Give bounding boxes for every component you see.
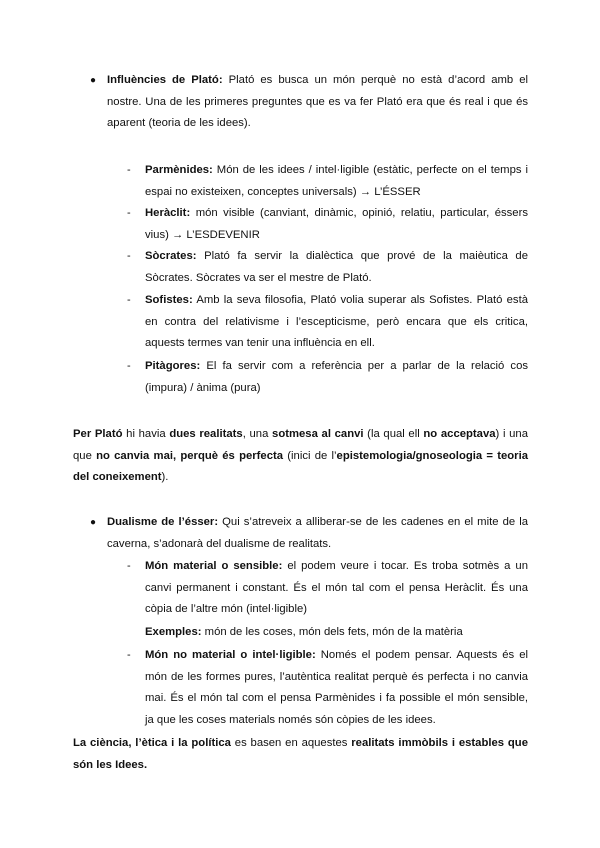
- text: , una: [242, 428, 273, 440]
- text: hi havia: [122, 428, 170, 440]
- bold-phrase: no canvia mai, perquè és perfecta: [96, 449, 284, 462]
- bold-phrase: no acceptava: [423, 428, 496, 440]
- influences-heading: Influències de Plató:: [107, 74, 223, 86]
- influence-text: Món de les idees / intel·ligible (estàtic, perfecte on el temps i espai no existeixen, conceptes universals) → L’ÉSSER: [145, 164, 528, 198]
- text: ) i una que: [73, 428, 528, 462]
- bold-phrase: realitats immòbils i estables que són les Idees.: [73, 737, 528, 771]
- influence-name: Sofistes:: [145, 294, 193, 306]
- text: (la qual ell: [363, 428, 424, 440]
- dash-icon: -: [127, 207, 131, 219]
- influence-text: El fa servir com a referència per a parlar de la relació cos (impura) / ànima (pura): [145, 360, 528, 394]
- bold-phrase: Per Plató: [73, 428, 123, 440]
- influence-name: Parmènides:: [145, 164, 213, 176]
- sensible-heading: Món material o sensible:: [145, 560, 283, 572]
- bullet-icon: ●: [90, 517, 97, 528]
- intelligible-world: [145, 645, 528, 731]
- dash-icon: -: [127, 164, 131, 176]
- text: (inici de l’: [283, 449, 337, 462]
- influences-intro-text: Plató es busca un món perquè no està d’acord amb el nostre. Una de les primeres preguntes que es va fer Plató era que és real i que és aparent (teoria de les idees).: [107, 74, 529, 129]
- bold-phrase: epistemologia/gnoseologia = teoria del coneixement: [73, 449, 528, 483]
- examples-line: [145, 622, 528, 644]
- influence-pitagores: [145, 356, 528, 399]
- influence-sofistes: [145, 290, 528, 355]
- influence-heraclit: [145, 203, 528, 246]
- intelligible-heading: Món no material o intel·ligible:: [145, 649, 316, 661]
- intelligible-text: Només el podem pensar. Aquests és el món de les formes pures, l’autèntica realitat perquè és perfecta i no canvia mai. És el món tal com el pensa Parmènides i fa possible el món sensible, ja que les coses materials només són còpies de les idees.: [145, 649, 528, 726]
- dash-icon: -: [127, 250, 131, 262]
- dualism-intro-text: Qui s’atreveix a alliberar-se de les cadenes en el mite de la caverna, s’adonarà del dualisme de realitats.: [107, 516, 528, 550]
- dualism-heading: Dualisme de l’ésser:: [107, 516, 219, 528]
- bold-phrase: La ciència, l’ètica i la política: [73, 737, 231, 749]
- dash-icon: -: [127, 294, 131, 306]
- examples-heading: Exemples:: [145, 626, 202, 638]
- two-realities-paragraph: [73, 424, 528, 489]
- final-paragraph: [73, 733, 528, 776]
- influence-parmenides: [145, 160, 528, 203]
- influence-name: Heràclit:: [145, 207, 191, 219]
- influence-name: Sòcrates:: [145, 250, 197, 262]
- influence-socrates: [145, 246, 528, 289]
- influence-name: Pitàgores:: [145, 360, 201, 372]
- text: ).: [161, 471, 169, 483]
- influence-text: Amb la seva filosofia, Plató volia superar als Sofistes. Plató està en contra del relativisme i l’escepticisme, però encara que els critica, aquests termes van tenir una influència en ell.: [145, 294, 528, 349]
- bold-phrase: dues realitats: [169, 428, 243, 440]
- sensible-world: [145, 556, 528, 621]
- dash-icon: -: [127, 560, 131, 572]
- examples-text: món de les coses, món dels fets, món de la matèria: [201, 626, 463, 638]
- dash-icon: -: [127, 360, 131, 372]
- bullet-icon: ●: [90, 75, 97, 86]
- influence-text: món visible (canviant, dinàmic, opinió, relatiu, particular, éssers vius) → L’ESDEVENIR: [145, 207, 528, 241]
- influences-intro: [107, 70, 528, 135]
- bold-phrase: sotmesa al canvi: [272, 428, 364, 440]
- text: es basen en aquestes: [230, 737, 352, 749]
- sensible-text: el podem veure i tocar. Es troba sotmès a un canvi permanent i constant. És el món tal com el pensa Heràclit. És una còpia de l’altre món (intel·ligible): [145, 560, 528, 615]
- influence-text: Plató fa servir la dialèctica que prové de la maièutica de Sòcrates. Sòcrates va ser el mestre de Plató.: [145, 250, 528, 284]
- dualism-intro: [107, 512, 528, 555]
- dash-icon: -: [127, 649, 131, 661]
